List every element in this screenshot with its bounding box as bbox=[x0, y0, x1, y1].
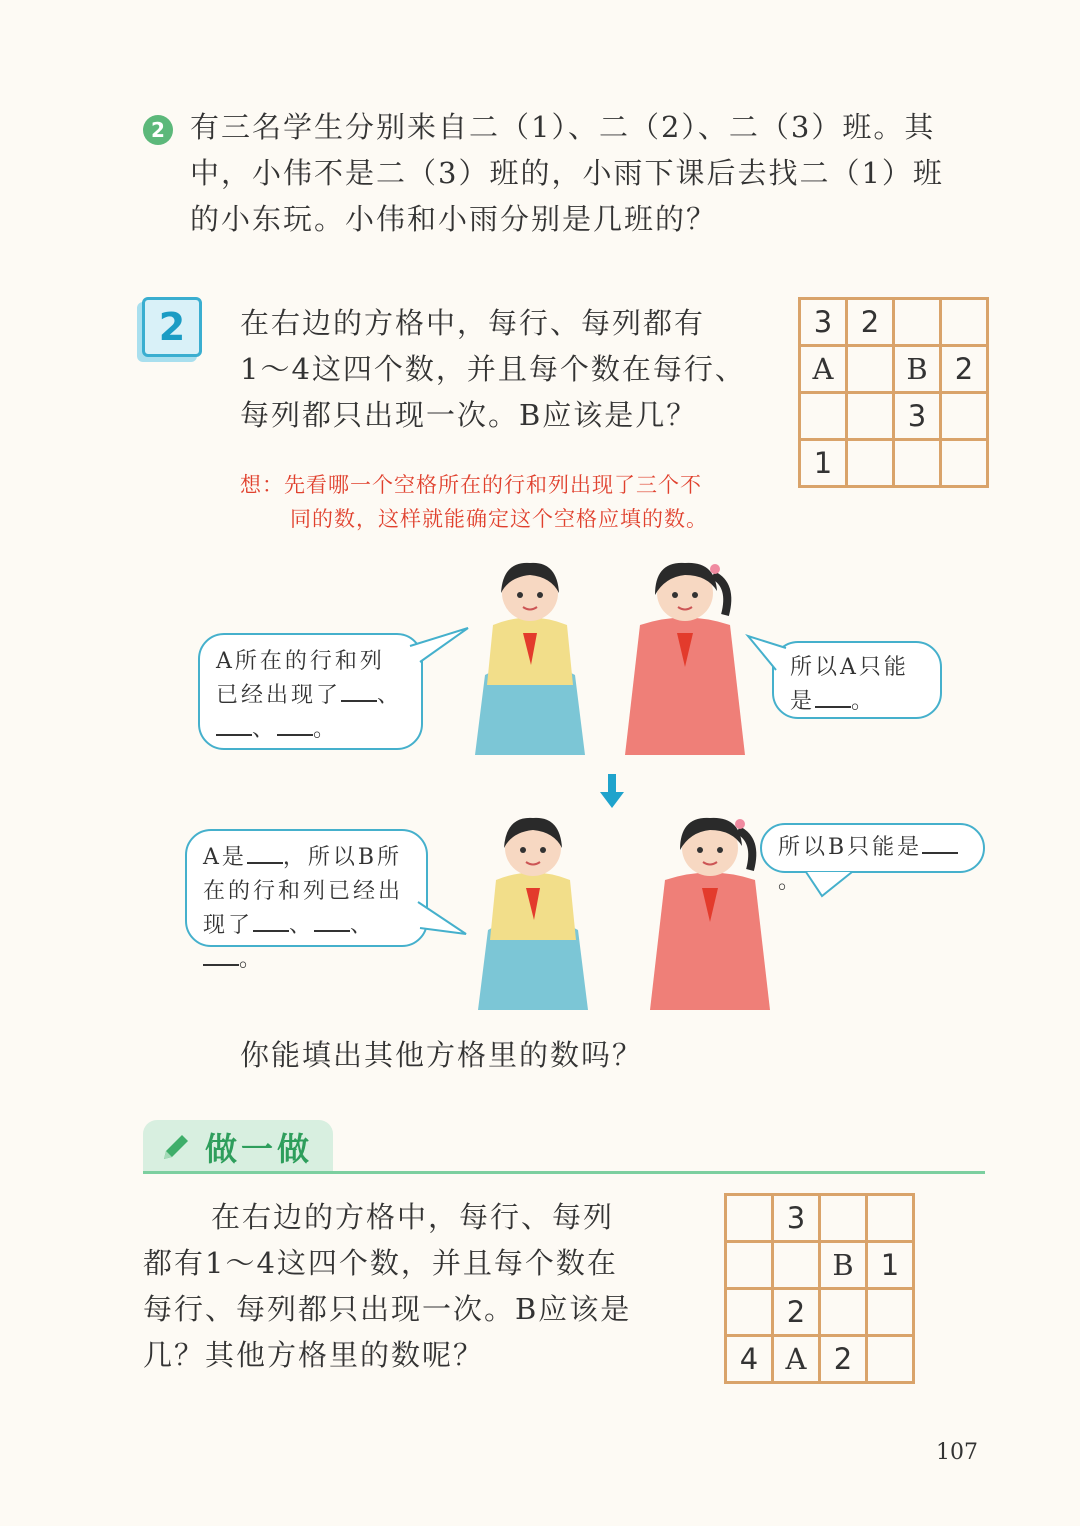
girl-illustration-right-1 bbox=[615, 555, 755, 755]
grid-cell bbox=[894, 440, 941, 487]
grid-cell bbox=[773, 1242, 820, 1289]
grid-cell bbox=[894, 299, 941, 346]
bubble-4-end: 。 bbox=[778, 869, 804, 894]
grid-cell: 3 bbox=[773, 1195, 820, 1242]
answer-blank[interactable] bbox=[203, 944, 239, 966]
grid-cell: 4 bbox=[726, 1336, 773, 1383]
speech-bubble-1 bbox=[198, 633, 423, 750]
bubble-2-line-2 bbox=[790, 685, 924, 719]
bubble-3-sep: 、 bbox=[350, 913, 376, 938]
bubble-1-sep: 、 bbox=[252, 717, 278, 742]
practice-line-1: 在右边的方格中，每行、每列 bbox=[211, 1200, 615, 1234]
followup-question: 你能填出其他方格里的数吗？ bbox=[240, 1038, 644, 1072]
grid-cell: 3 bbox=[800, 299, 847, 346]
problem-number-badge: 2 bbox=[143, 115, 173, 145]
grid-row bbox=[726, 1336, 914, 1383]
bubble-1-tail bbox=[410, 624, 470, 664]
bubble-2-end: 。 bbox=[851, 689, 877, 714]
bubble-2-text: 是 bbox=[790, 689, 816, 714]
answer-blank[interactable] bbox=[314, 910, 350, 932]
example-2-line-3: 每列都只出现一次。B应该是几？ bbox=[240, 398, 698, 432]
bubble-1-line-3 bbox=[216, 713, 405, 747]
grid-cell: A bbox=[773, 1336, 820, 1383]
grid-cell bbox=[820, 1195, 867, 1242]
girl-illustration-left-1 bbox=[465, 555, 595, 755]
answer-blank[interactable] bbox=[253, 910, 289, 932]
bubble-1-sep: 、 bbox=[377, 683, 403, 708]
grid-cell: A bbox=[800, 346, 847, 393]
practice-header-line bbox=[143, 1171, 985, 1174]
down-arrow-icon bbox=[600, 774, 624, 810]
answer-blank[interactable] bbox=[277, 714, 313, 736]
speech-bubble-2 bbox=[772, 641, 942, 719]
problem-2-text bbox=[190, 104, 1010, 242]
problem-2-line-2: 中，小伟不是二（3）班的，小雨下课后去找二（1）班 bbox=[190, 156, 944, 190]
bubble-4-tail bbox=[806, 862, 856, 898]
bubble-3-text: ，所以B所 bbox=[282, 845, 403, 870]
hint-line-2: 同的数，这样就能确定这个空格应填的数。 bbox=[290, 507, 708, 531]
hint-line-1: 想：先看哪一个空格所在的行和列出现了三个不 bbox=[240, 473, 702, 497]
bubble-1-line-2 bbox=[216, 679, 405, 713]
grid-cell: 2 bbox=[820, 1336, 867, 1383]
answer-blank[interactable] bbox=[922, 832, 958, 854]
grid-row bbox=[800, 299, 988, 346]
grid-row bbox=[726, 1195, 914, 1242]
grid-row bbox=[800, 346, 988, 393]
hint-text bbox=[240, 468, 800, 536]
example-number-badge: 2 bbox=[142, 297, 202, 357]
grid-row bbox=[726, 1289, 914, 1336]
problem-2-line-1: 有三名学生分别来自二（1）、二（2）、二（3）班。其 bbox=[190, 110, 936, 144]
grid-cell bbox=[941, 393, 988, 440]
page-number: 107 bbox=[936, 1440, 978, 1465]
grid-cell: 1 bbox=[867, 1242, 914, 1289]
grid-cell bbox=[941, 299, 988, 346]
example-2-text bbox=[240, 300, 800, 438]
grid-cell bbox=[867, 1195, 914, 1242]
bubble-2-tail bbox=[746, 634, 786, 674]
practice-text bbox=[143, 1194, 713, 1378]
girl-illustration-left-2 bbox=[468, 810, 598, 1010]
example-2-line-1: 在右边的方格中，每行、每列都有 bbox=[240, 306, 706, 340]
practice-line-2: 都有1～4这四个数，并且每个数在 bbox=[143, 1246, 618, 1280]
answer-blank[interactable] bbox=[216, 714, 252, 736]
grid-cell bbox=[847, 393, 894, 440]
grid-cell bbox=[726, 1289, 773, 1336]
grid-row bbox=[800, 440, 988, 487]
speech-bubble-4 bbox=[760, 823, 985, 894]
practice-title: 做一做 bbox=[205, 1130, 314, 1168]
bubble-1-text: 已经出现了 bbox=[216, 683, 342, 708]
grid-cell: 2 bbox=[941, 346, 988, 393]
answer-blank[interactable] bbox=[341, 680, 377, 702]
practice-line-4: 几？其他方格里的数呢？ bbox=[143, 1338, 485, 1372]
grid-cell bbox=[726, 1242, 773, 1289]
grid-cell: 1 bbox=[800, 440, 847, 487]
grid-cell: 3 bbox=[894, 393, 941, 440]
grid-cell: 2 bbox=[773, 1289, 820, 1336]
speech-bubble-3 bbox=[185, 829, 428, 972]
girl-illustration-right-2 bbox=[640, 810, 780, 1010]
bubble-3-end: 。 bbox=[239, 947, 265, 972]
bubble-1-line-1: A所在的行和列 bbox=[216, 649, 385, 674]
grid-cell bbox=[847, 346, 894, 393]
bubble-2-line-1: 所以A只能 bbox=[790, 655, 909, 680]
grid-cell bbox=[820, 1289, 867, 1336]
grid-cell bbox=[941, 440, 988, 487]
grid-row bbox=[726, 1242, 914, 1289]
grid-cell: B bbox=[894, 346, 941, 393]
grid-cell bbox=[847, 440, 894, 487]
grid-cell: 2 bbox=[847, 299, 894, 346]
bubble-4-text: 所以B只能是 bbox=[778, 835, 923, 860]
answer-blank[interactable] bbox=[247, 842, 283, 864]
answer-blank[interactable] bbox=[815, 686, 851, 708]
bubble-3-text: A是 bbox=[203, 845, 247, 870]
bubble-3-line-1 bbox=[203, 841, 410, 875]
example-2-line-2: 1～4这四个数，并且每个数在每行、 bbox=[240, 352, 746, 386]
bubble-1-end: 。 bbox=[313, 717, 339, 742]
practice-line-3: 每行、每列都只出现一次。B应该是 bbox=[143, 1292, 632, 1326]
bubble-3-text: 现了 bbox=[203, 913, 254, 938]
bubble-3-sep: 、 bbox=[289, 913, 315, 938]
bubble-3-tail bbox=[418, 898, 468, 938]
bubble-3-line-3 bbox=[203, 909, 410, 977]
bubble-3-line-2: 在的行和列已经出 bbox=[203, 879, 404, 904]
practice-grid bbox=[724, 1193, 915, 1384]
grid-cell: B bbox=[820, 1242, 867, 1289]
grid-cell bbox=[800, 393, 847, 440]
grid-row bbox=[800, 393, 988, 440]
grid-cell bbox=[867, 1336, 914, 1383]
grid-cell bbox=[726, 1195, 773, 1242]
problem-2-line-3: 的小东玩。小伟和小雨分别是几班的？ bbox=[190, 202, 718, 236]
grid-cell bbox=[867, 1289, 914, 1336]
example-grid bbox=[798, 297, 989, 488]
pencil-icon bbox=[160, 1131, 192, 1163]
